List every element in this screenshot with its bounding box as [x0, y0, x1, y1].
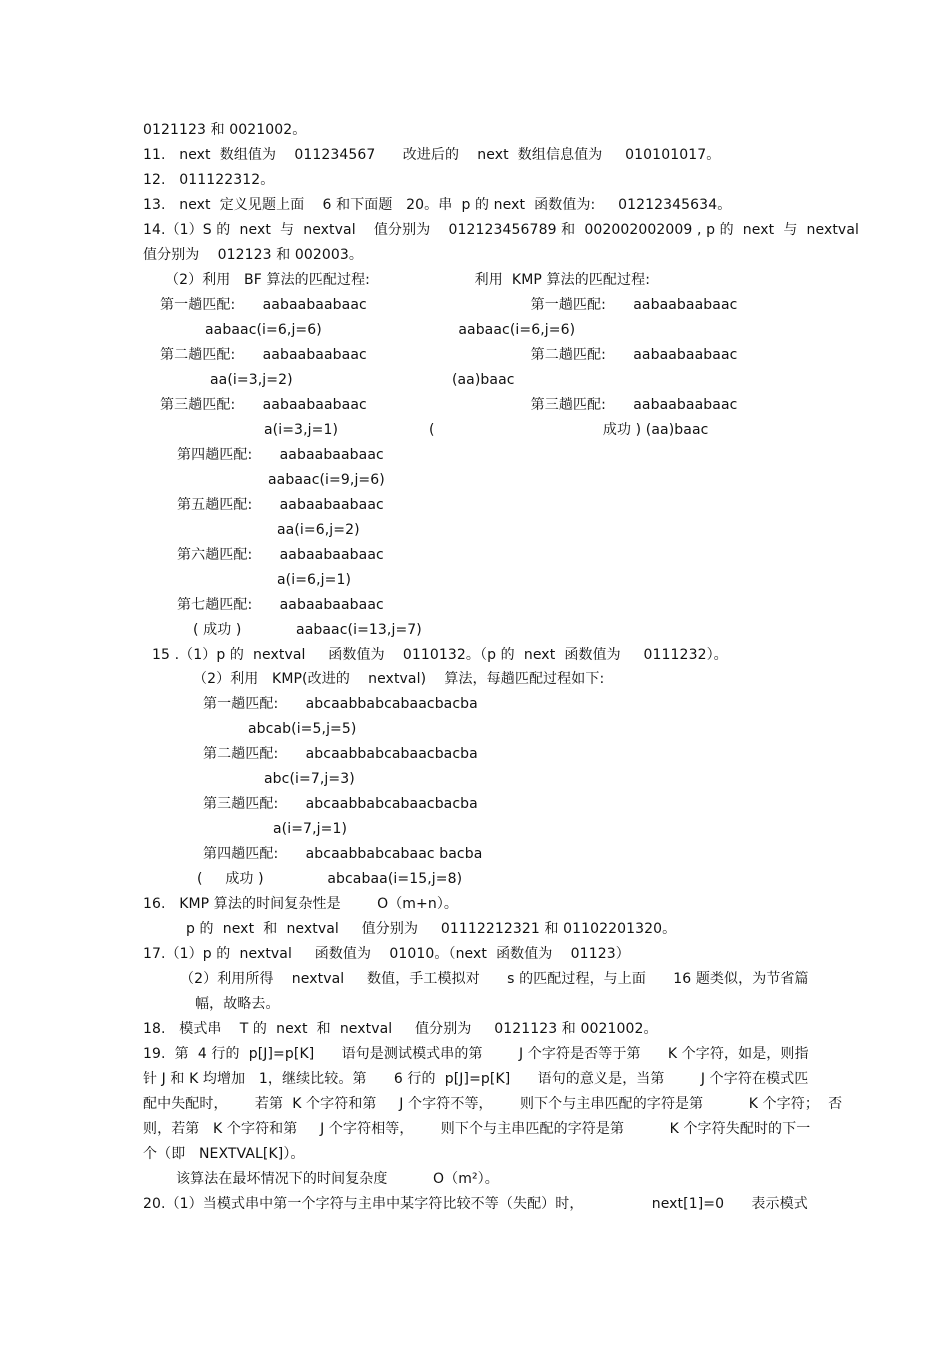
text-line: 16. KMP 算法的时间复杂性是 O（m+n）。 [143, 896, 459, 912]
text-line: （2）利用 BF 算法的匹配过程: 利用 KMP 算法的匹配过程: [165, 272, 651, 288]
text-line: a(i=3,j=1) ( 成功 ) (aa)baac [264, 422, 709, 438]
text-line: 第四趟匹配: abcaabbabcabaac bacba [203, 846, 483, 862]
text-line: 个（即 NEXTVAL[K]）。 [143, 1146, 305, 1162]
text-line: 第三趟匹配: abcaabbabcabaacbacba [203, 796, 478, 812]
text-line: aabaac(i=9,j=6) [268, 472, 385, 488]
text-line: （2）利用所得 nextval 数值，手工模拟对 s 的匹配过程，与上面 16 题类似，为节省篇 [180, 971, 809, 987]
text-line: （2）利用 KMP(改进的 nextval) 算法，每趟匹配过程如下: [193, 671, 605, 687]
text-line: 15 .（1）p 的 nextval 函数值为 0110132。（p 的 next 函数值为 0111232）。 [152, 647, 728, 663]
text-line: 第四趟匹配: aabaabaabaac [177, 447, 384, 463]
text-line: 19. 第 4 行的 p[J]=p[K] 语句是测试模式串的第 J 个字符是否等于第 K 个字符，如是，则指 [143, 1046, 809, 1062]
text-line: a(i=6,j=1) [277, 572, 352, 588]
text-line: p 的 next 和 nextval 值分别为 01112212321 和 01102201320。 [186, 921, 677, 937]
text-line: 12. 011122312。 [143, 172, 275, 188]
text-line: ( 成功 ) aabaac(i=13,j=7) [193, 622, 422, 638]
text-line: 该算法在最坏情况下的时间复杂度 O（m²）。 [176, 1171, 499, 1187]
text-line: aa(i=6,j=2) [277, 522, 360, 538]
text-line: 18. 模式串 T 的 next 和 nextval 值分别为 0121123 和 0021002。 [143, 1021, 658, 1037]
text-line: 第五趟匹配: aabaabaabaac [177, 497, 384, 513]
text-line: 20.（1）当模式串中第一个字符与主串中某字符比较不等（失配）时， next[1]=0 表示模式 [143, 1196, 808, 1212]
text-line: 0121123 和 0021002。 [143, 122, 307, 138]
text-line: 针 J 和 K 均增加 1，继续比较。第 6 行的 p[J]=p[K] 语句的意义是，当第 J 个字符在模式匹 [143, 1071, 809, 1087]
text-line: 17.（1）p 的 nextval 函数值为 01010。（next 函数值为 01123） [143, 946, 630, 962]
text-line: 第二趟匹配: abcaabbabcabaacbacba [203, 746, 478, 762]
text-line: abcab(i=5,j=5) [248, 721, 357, 737]
text-line: 幅，故略去。 [195, 996, 280, 1012]
text-line: 第七趟匹配: aabaabaabaac [177, 597, 384, 613]
text-line: aabaac(i=6,j=6) aabaac(i=6,j=6) [205, 322, 576, 338]
text-line: 第一趟匹配: abcaabbabcabaacbacba [203, 696, 478, 712]
text-line: 第二趟匹配: aabaabaabaac 第二趟匹配: aabaabaabaac [160, 347, 738, 363]
text-line: 14.（1）S 的 next 与 nextval 值分别为 012123456789 和 002002002009 , p 的 next 与 nextval [143, 222, 859, 238]
text-line: 13. next 定义见题上面 6 和下面题 20。串 p 的 next 函数值为: 01212345634。 [143, 197, 732, 213]
text-line: 则，若第 K 个字符和第 J 个字符相等， 则下个与主串匹配的字符是第 K 个字符失配时的下一 [143, 1121, 811, 1137]
text-line: 值分别为 012123 和 002003。 [143, 247, 363, 263]
text-line: ( 成功 ) abcabaa(i=15,j=8) [197, 871, 463, 887]
text-line: 第六趟匹配: aabaabaabaac [177, 547, 384, 563]
text-line: abc(i=7,j=3) [264, 771, 355, 787]
text-line: 11. next 数组值为 011234567 改进后的 next 数组信息值为 010101017。 [143, 147, 721, 163]
text-line: 配中失配时， 若第 K 个字符和第 J 个字符不等， 则下个与主串匹配的字符是第 K 个字符； 否 [143, 1096, 843, 1112]
text-line: 第一趟匹配: aabaabaabaac 第一趟匹配: aabaabaabaac [160, 297, 738, 313]
text-line: aa(i=3,j=2) (aa)baac [210, 372, 515, 388]
text-line: 第三趟匹配: aabaabaabaac 第三趟匹配: aabaabaabaac [160, 397, 738, 413]
text-line: a(i=7,j=1) [273, 821, 348, 837]
